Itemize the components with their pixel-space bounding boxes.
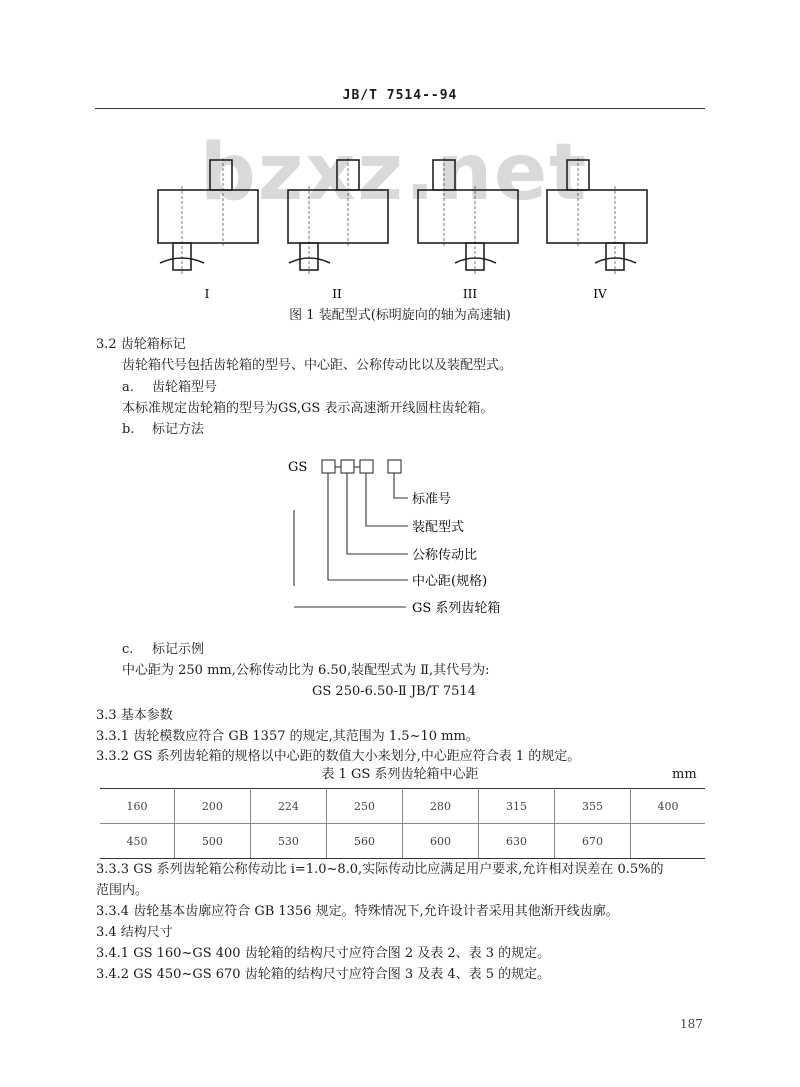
table-cell: 355 xyxy=(555,789,631,824)
table-row xyxy=(100,824,705,859)
table-cell: 160 xyxy=(100,789,174,824)
gearbox-type-4 xyxy=(547,158,647,275)
item-c-label: c. xyxy=(122,642,134,657)
marking-label-ratio: 公称传动比 xyxy=(412,548,478,563)
example-code: GS 250-6.50-Ⅱ JB/T 7514 xyxy=(312,684,476,699)
table-cell: 560 xyxy=(326,824,402,859)
marking-prefix: GS xyxy=(288,460,308,475)
paragraph-3-3-3-line-1: 3.3.3 GS 系列齿轮箱公称传动比 i=1.0~8.0,实际传动比应满足用户要求,允许相对误差在 0.5%的 xyxy=(96,862,664,877)
table-cell: 600 xyxy=(402,824,478,859)
table-cell: 450 xyxy=(100,824,174,859)
section-3-2-paragraph: 齿轮箱代号包括齿轮箱的型号、中心距、公称传动比以及装配型式。 xyxy=(122,358,513,373)
marking-label-assembly: 装配型式 xyxy=(412,520,465,535)
paragraph-3-4-2: 3.4.2 GS 450~GS 670 齿轮箱的结构尺寸应符合图 3 及表 4、表 5 的规定。 xyxy=(96,967,551,982)
table-cell: 200 xyxy=(174,789,250,824)
marking-label-series: GS 系列齿轮箱 xyxy=(412,601,501,616)
table-cell: 224 xyxy=(250,789,326,824)
table-row xyxy=(100,789,705,824)
figure-label-2: II xyxy=(332,287,342,301)
figure-label-4: IV xyxy=(593,287,607,301)
paragraph-3-4-1: 3.4.1 GS 160~GS 400 齿轮箱的结构尺寸应符合图 2 及表 2、表 3 的规定。 xyxy=(96,946,551,961)
table-1-unit: mm xyxy=(672,767,697,782)
section-3-4-heading: 3.4 结构尺寸 xyxy=(96,925,173,940)
page-number: 187 xyxy=(680,1017,703,1031)
document-header: JB/T 7514--94 xyxy=(342,88,458,103)
paragraph-3-3-4: 3.3.4 齿轮基本齿廓应符合 GB 1356 规定。特殊情况下,允许设计者采用其他渐开线齿廓。 xyxy=(96,904,619,919)
item-b-title: 标记方法 xyxy=(152,422,205,437)
item-a-text: 本标准规定齿轮箱的型号为GS,GS 表示高速渐开线圆柱齿轮箱。 xyxy=(122,401,494,416)
figure-label-3: III xyxy=(462,287,478,301)
marking-label-standard: 标准号 xyxy=(412,492,452,507)
table-cell: 630 xyxy=(478,824,554,859)
table-cell: 530 xyxy=(250,824,326,859)
gearbox-type-1 xyxy=(158,158,258,275)
item-b-label: b. xyxy=(122,422,135,437)
item-c-title: 标记示例 xyxy=(152,642,205,657)
table-1-caption: 表 1 GS 系列齿轮箱中心距 xyxy=(321,767,479,782)
paragraph-3-3-3-line-2: 范围内。 xyxy=(96,883,149,898)
gearbox-type-2 xyxy=(288,158,388,275)
item-c-text: 中心距为 250 mm,公称传动比为 6.50,装配型式为 Ⅱ,其代号为: xyxy=(122,663,490,678)
marking-method-diagram xyxy=(280,455,540,620)
watermark-text: bzxz.net xyxy=(200,128,589,218)
paragraph-3-3-1: 3.3.1 齿轮模数应符合 GB 1357 的规定,其范围为 1.5~10 mm。 xyxy=(96,729,479,744)
figure-label-1: I xyxy=(204,287,210,301)
gearbox-type-3 xyxy=(418,158,518,275)
table-1-center-distances xyxy=(100,788,705,859)
section-3-3-heading: 3.3 基本参数 xyxy=(96,708,173,723)
item-a-title: 齿轮箱型号 xyxy=(152,380,218,395)
table-cell: 315 xyxy=(478,789,554,824)
header-rule xyxy=(95,108,705,109)
table-cell: 280 xyxy=(402,789,478,824)
figure-1-caption: 图 1 装配型式(标明旋向的轴为高速轴) xyxy=(289,308,511,323)
section-3-2-heading: 3.2 齿轮箱标记 xyxy=(96,337,186,352)
item-a-label: a. xyxy=(122,380,134,395)
table-cell: 400 xyxy=(631,789,705,824)
table-cell: 500 xyxy=(174,824,250,859)
marking-label-center-distance: 中心距(规格) xyxy=(412,574,488,589)
table-cell: 670 xyxy=(555,824,631,859)
paragraph-3-3-2: 3.3.2 GS 系列齿轮箱的规格以中心距的数值大小来划分,中心距应符合表 1 的规定。 xyxy=(96,749,581,764)
table-cell xyxy=(631,824,705,859)
figure-1-assembly-types xyxy=(0,150,800,310)
table-cell: 250 xyxy=(326,789,402,824)
